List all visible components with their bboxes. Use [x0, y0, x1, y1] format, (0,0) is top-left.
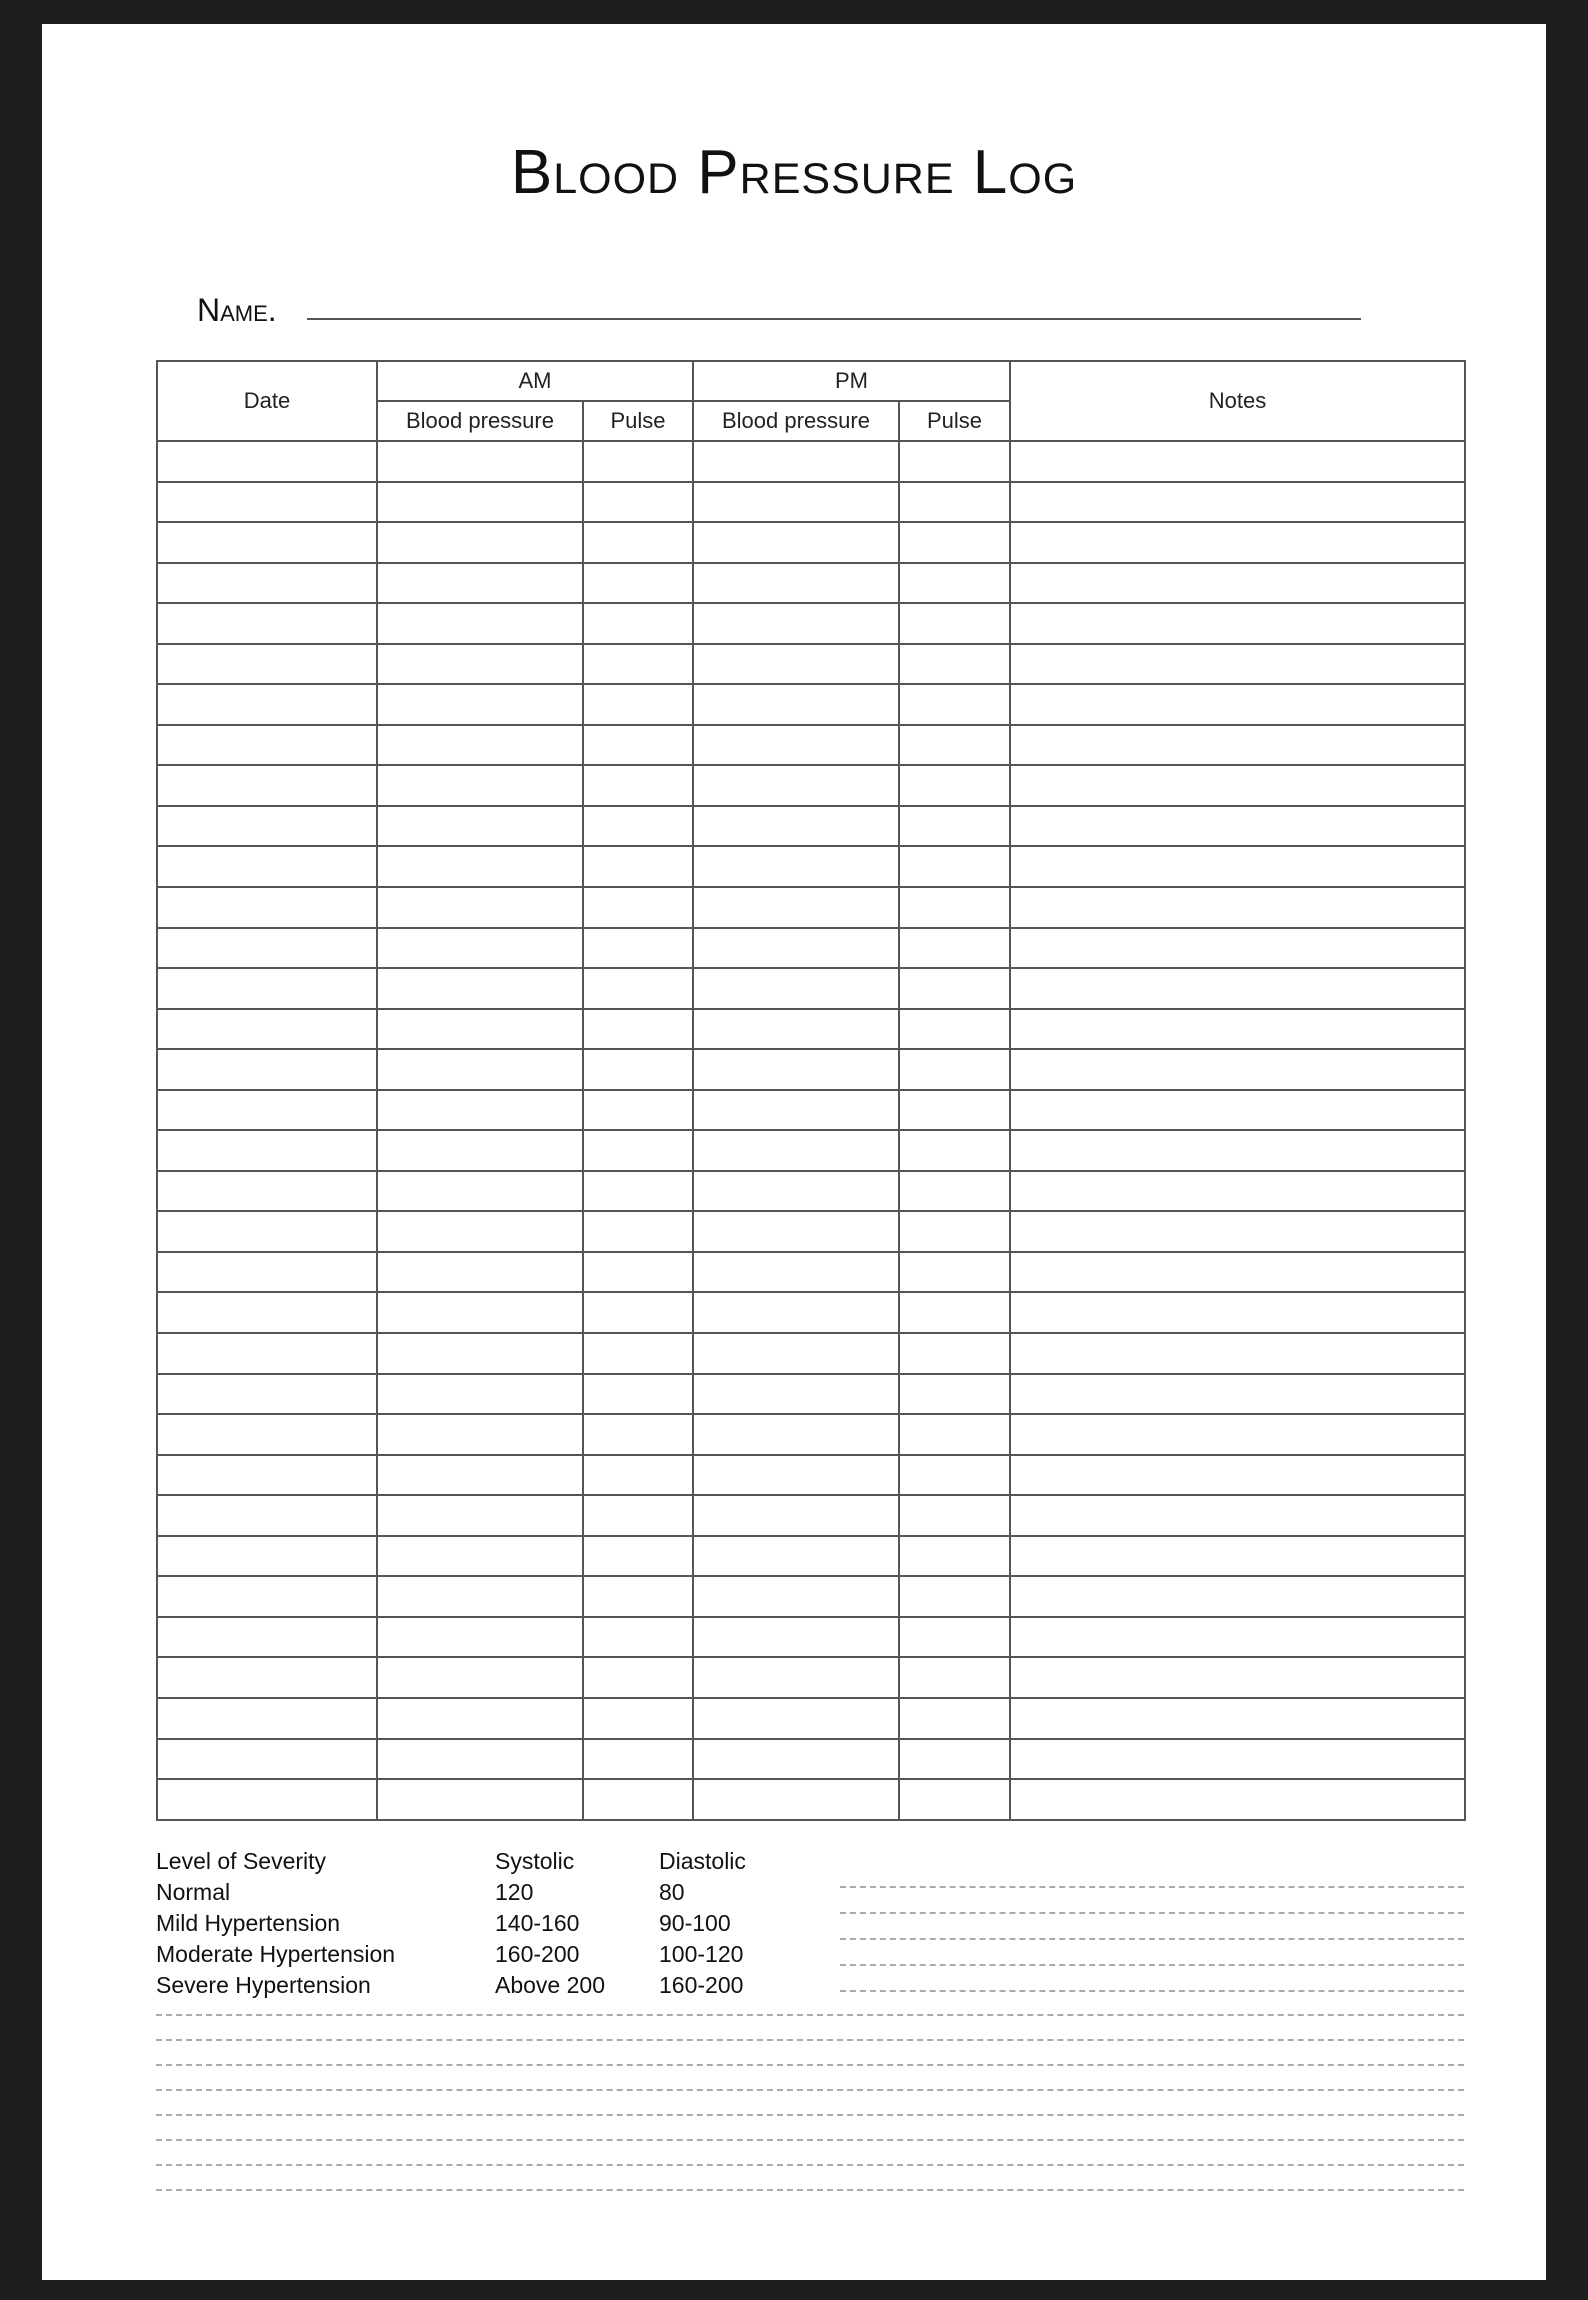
am-pulse-cell[interactable]: [583, 1576, 693, 1617]
pm-blood-pressure-cell[interactable]: [693, 765, 899, 806]
notes-cell[interactable]: [1010, 1657, 1465, 1698]
notes-cell[interactable]: [1010, 684, 1465, 725]
table-row: [157, 1414, 1465, 1455]
pm-pulse-cell[interactable]: [899, 1576, 1010, 1617]
legend-row: [156, 1970, 816, 2001]
am-pulse-cell[interactable]: [583, 482, 693, 523]
pm-blood-pressure-cell[interactable]: [693, 1130, 899, 1171]
severity-legend: [156, 1846, 816, 2001]
legend-level: Severe Hypertension: [156, 1972, 371, 1998]
am-blood-pressure-cell[interactable]: [377, 1252, 583, 1293]
legend-header-row: [156, 1846, 816, 1877]
date-cell[interactable]: [157, 1739, 377, 1780]
table-row: [157, 1495, 1465, 1536]
table-row: [157, 482, 1465, 523]
legend-level: Moderate Hypertension: [156, 1941, 396, 1967]
am-blood-pressure-cell[interactable]: [377, 765, 583, 806]
notes-cell[interactable]: [1010, 1292, 1465, 1333]
pm-pulse-cell[interactable]: [899, 1130, 1010, 1171]
notes-cell[interactable]: [1010, 563, 1465, 604]
notes-cell[interactable]: [1010, 1130, 1465, 1171]
pm-pulse-cell[interactable]: [899, 644, 1010, 685]
am-blood-pressure-cell[interactable]: [377, 1739, 583, 1780]
blood-pressure-table: [156, 360, 1466, 1821]
pm-pulse-cell[interactable]: [899, 846, 1010, 887]
name-field[interactable]: [307, 318, 1361, 320]
date-cell[interactable]: [157, 482, 377, 523]
pm-pulse-cell[interactable]: [899, 684, 1010, 725]
pm-pulse-cell[interactable]: [899, 968, 1010, 1009]
pm-blood-pressure-cell[interactable]: [693, 1171, 899, 1212]
pm-blood-pressure-cell[interactable]: [693, 1698, 899, 1739]
legend-diastolic: 160-200: [659, 1972, 744, 1998]
am-blood-pressure-cell[interactable]: [377, 1171, 583, 1212]
notes-cell[interactable]: [1010, 1617, 1465, 1658]
pm-blood-pressure-cell[interactable]: [693, 846, 899, 887]
pm-blood-pressure-cell[interactable]: [693, 644, 899, 685]
pm-pulse-cell[interactable]: [899, 928, 1010, 969]
am-blood-pressure-cell[interactable]: [377, 1495, 583, 1536]
table-row: [157, 603, 1465, 644]
notes-cell[interactable]: [1010, 1455, 1465, 1496]
am-pulse-cell[interactable]: [583, 563, 693, 604]
table-row: [157, 522, 1465, 563]
am-pulse-cell[interactable]: [583, 1495, 693, 1536]
am-pulse-cell[interactable]: [583, 1130, 693, 1171]
pm-blood-pressure-cell[interactable]: [693, 603, 899, 644]
notes-line[interactable]: [156, 2014, 1464, 2016]
pm-blood-pressure-cell[interactable]: [693, 1779, 899, 1820]
pm-blood-pressure-cell[interactable]: [693, 887, 899, 928]
table-row: [157, 441, 1465, 482]
pm-blood-pressure-cell[interactable]: [693, 1211, 899, 1252]
legend-row: [156, 1939, 816, 1970]
notes-cell[interactable]: [1010, 928, 1465, 969]
pm-pulse-cell[interactable]: [899, 1374, 1010, 1415]
am-pulse-cell[interactable]: [583, 1333, 693, 1374]
date-cell[interactable]: [157, 1171, 377, 1212]
date-cell[interactable]: [157, 887, 377, 928]
pm-pulse-cell[interactable]: [899, 1292, 1010, 1333]
table-row: [157, 1374, 1465, 1415]
pm-pulse-cell[interactable]: [899, 806, 1010, 847]
date-cell[interactable]: [157, 806, 377, 847]
am-pulse-header: Pulse: [583, 401, 693, 441]
table-row: [157, 644, 1465, 685]
date-cell[interactable]: [157, 725, 377, 766]
notes-line[interactable]: [156, 2139, 1464, 2141]
legend-systolic: 140-160: [495, 1910, 580, 1936]
date-header: Date: [157, 361, 377, 441]
pm-pulse-cell[interactable]: [899, 1657, 1010, 1698]
am-pulse-cell[interactable]: [583, 1211, 693, 1252]
am-blood-pressure-cell[interactable]: [377, 1009, 583, 1050]
table-row: [157, 1617, 1465, 1658]
pm-pulse-cell[interactable]: [899, 603, 1010, 644]
pm-pulse-cell[interactable]: [899, 1698, 1010, 1739]
notes-cell[interactable]: [1010, 968, 1465, 1009]
pm-pulse-cell[interactable]: [899, 1009, 1010, 1050]
pm-pulse-cell[interactable]: [899, 1049, 1010, 1090]
notes-line[interactable]: [840, 1964, 1464, 1966]
date-cell[interactable]: [157, 1333, 377, 1374]
date-cell[interactable]: [157, 1455, 377, 1496]
pm-blood-pressure-cell[interactable]: [693, 1536, 899, 1577]
notes-line[interactable]: [840, 1990, 1464, 1992]
am-blood-pressure-cell[interactable]: [377, 603, 583, 644]
am-blood-pressure-cell[interactable]: [377, 1698, 583, 1739]
date-cell[interactable]: [157, 765, 377, 806]
date-cell[interactable]: [157, 684, 377, 725]
page-title: Blood Pressure Log: [510, 138, 1078, 207]
am-pulse-cell[interactable]: [583, 765, 693, 806]
am-blood-pressure-header: Blood pressure: [377, 401, 583, 441]
date-cell[interactable]: [157, 1414, 377, 1455]
notes-line[interactable]: [840, 1938, 1464, 1940]
pm-pulse-cell[interactable]: [899, 765, 1010, 806]
pm-pulse-header: Pulse: [899, 401, 1010, 441]
notes-cell[interactable]: [1010, 644, 1465, 685]
date-cell[interactable]: [157, 1292, 377, 1333]
am-pulse-cell[interactable]: [583, 1374, 693, 1415]
pm-blood-pressure-cell[interactable]: [693, 1049, 899, 1090]
pm-pulse-cell[interactable]: [899, 1252, 1010, 1293]
am-blood-pressure-cell[interactable]: [377, 1090, 583, 1131]
legend-diastolic: 80: [659, 1879, 685, 1905]
table-row: [157, 684, 1465, 725]
legend-systolic: 120: [495, 1879, 534, 1905]
table-row: [157, 1090, 1465, 1131]
notes-line[interactable]: [156, 2164, 1464, 2166]
table-row: [157, 1333, 1465, 1374]
date-cell[interactable]: [157, 1576, 377, 1617]
pm-blood-pressure-cell[interactable]: [693, 1333, 899, 1374]
am-blood-pressure-cell[interactable]: [377, 644, 583, 685]
notes-header: Notes: [1010, 361, 1465, 441]
am-pulse-cell[interactable]: [583, 684, 693, 725]
am-pulse-cell[interactable]: [583, 1455, 693, 1496]
notes-cell[interactable]: [1010, 1090, 1465, 1131]
pm-blood-pressure-cell[interactable]: [693, 441, 899, 482]
am-blood-pressure-cell[interactable]: [377, 1292, 583, 1333]
notes-cell[interactable]: [1010, 1049, 1465, 1090]
pm-pulse-cell[interactable]: [899, 563, 1010, 604]
table-row: [157, 1171, 1465, 1212]
date-cell[interactable]: [157, 644, 377, 685]
am-pulse-cell[interactable]: [583, 1252, 693, 1293]
table-row: [157, 1739, 1465, 1780]
legend-header-level: Level of Severity: [156, 1848, 327, 1874]
am-blood-pressure-cell[interactable]: [377, 1130, 583, 1171]
pm-pulse-cell[interactable]: [899, 1779, 1010, 1820]
pm-blood-pressure-cell[interactable]: [693, 1495, 899, 1536]
notes-cell[interactable]: [1010, 806, 1465, 847]
am-pulse-cell[interactable]: [583, 1414, 693, 1455]
table-row: [157, 1292, 1465, 1333]
table-row: [157, 1536, 1465, 1577]
pm-pulse-cell[interactable]: [899, 1495, 1010, 1536]
am-blood-pressure-cell[interactable]: [377, 441, 583, 482]
pm-pulse-cell[interactable]: [899, 1171, 1010, 1212]
notes-cell[interactable]: [1010, 1009, 1465, 1050]
date-cell[interactable]: [157, 1495, 377, 1536]
table-row: [157, 725, 1465, 766]
pm-blood-pressure-cell[interactable]: [693, 1576, 899, 1617]
legend-level: Normal: [156, 1879, 231, 1905]
am-pulse-cell[interactable]: [583, 644, 693, 685]
am-pulse-cell[interactable]: [583, 846, 693, 887]
log-body: [157, 441, 1465, 1820]
table-row: [157, 928, 1465, 969]
notes-line[interactable]: [840, 1886, 1464, 1888]
legend-systolic: Above 200: [495, 1972, 605, 1998]
pm-pulse-cell[interactable]: [899, 441, 1010, 482]
date-cell[interactable]: [157, 1698, 377, 1739]
table-row: [157, 846, 1465, 887]
table-row: [157, 1130, 1465, 1171]
notes-cell[interactable]: [1010, 1374, 1465, 1415]
notes-cell[interactable]: [1010, 846, 1465, 887]
pm-blood-pressure-cell[interactable]: [693, 1617, 899, 1658]
date-cell[interactable]: [157, 1536, 377, 1577]
legend-diastolic: 100-120: [659, 1941, 744, 1967]
pm-blood-pressure-cell[interactable]: [693, 1009, 899, 1050]
am-pulse-cell[interactable]: [583, 1171, 693, 1212]
am-blood-pressure-cell[interactable]: [377, 684, 583, 725]
am-pulse-cell[interactable]: [583, 603, 693, 644]
am-blood-pressure-cell[interactable]: [377, 563, 583, 604]
date-cell[interactable]: [157, 563, 377, 604]
pm-blood-pressure-cell[interactable]: [693, 968, 899, 1009]
pm-pulse-cell[interactable]: [899, 725, 1010, 766]
am-pulse-cell[interactable]: [583, 806, 693, 847]
am-blood-pressure-cell[interactable]: [377, 806, 583, 847]
pm-blood-pressure-cell[interactable]: [693, 1657, 899, 1698]
date-cell[interactable]: [157, 928, 377, 969]
date-cell[interactable]: [157, 846, 377, 887]
am-pulse-cell[interactable]: [583, 1657, 693, 1698]
pm-blood-pressure-cell[interactable]: [693, 1414, 899, 1455]
pm-pulse-cell[interactable]: [899, 1617, 1010, 1658]
pm-blood-pressure-cell[interactable]: [693, 928, 899, 969]
notes-line[interactable]: [156, 2189, 1464, 2191]
pm-blood-pressure-cell[interactable]: [693, 522, 899, 563]
am-blood-pressure-cell[interactable]: [377, 1414, 583, 1455]
am-pulse-cell[interactable]: [583, 1698, 693, 1739]
table-row: [157, 765, 1465, 806]
am-pulse-cell[interactable]: [583, 928, 693, 969]
am-pulse-cell[interactable]: [583, 968, 693, 1009]
table-row: [157, 1009, 1465, 1050]
pm-pulse-cell[interactable]: [899, 522, 1010, 563]
pm-blood-pressure-cell[interactable]: [693, 806, 899, 847]
am-blood-pressure-cell[interactable]: [377, 846, 583, 887]
am-blood-pressure-cell[interactable]: [377, 1049, 583, 1090]
am-blood-pressure-cell[interactable]: [377, 1455, 583, 1496]
notes-cell[interactable]: [1010, 441, 1465, 482]
date-cell[interactable]: [157, 968, 377, 1009]
am-pulse-cell[interactable]: [583, 1292, 693, 1333]
am-pulse-cell[interactable]: [583, 1536, 693, 1577]
date-cell[interactable]: [157, 522, 377, 563]
pm-blood-pressure-cell[interactable]: [693, 1252, 899, 1293]
notes-cell[interactable]: [1010, 1536, 1465, 1577]
notes-cell[interactable]: [1010, 1698, 1465, 1739]
date-cell[interactable]: [157, 603, 377, 644]
am-blood-pressure-cell[interactable]: [377, 1536, 583, 1577]
date-cell[interactable]: [157, 1657, 377, 1698]
legend-row: [156, 1877, 816, 1908]
pm-blood-pressure-cell[interactable]: [693, 1455, 899, 1496]
notes-cell[interactable]: [1010, 603, 1465, 644]
table-row: [157, 1698, 1465, 1739]
pm-pulse-cell[interactable]: [899, 1090, 1010, 1131]
notes-cell[interactable]: [1010, 765, 1465, 806]
am-blood-pressure-cell[interactable]: [377, 482, 583, 523]
table-row: [157, 563, 1465, 604]
pm-blood-pressure-header: Blood pressure: [693, 401, 899, 441]
date-cell[interactable]: [157, 1211, 377, 1252]
notes-cell[interactable]: [1010, 1495, 1465, 1536]
pm-pulse-cell[interactable]: [899, 887, 1010, 928]
notes-cell[interactable]: [1010, 482, 1465, 523]
pm-pulse-cell[interactable]: [899, 1455, 1010, 1496]
table-row: [157, 1576, 1465, 1617]
date-cell[interactable]: [157, 1252, 377, 1293]
am-blood-pressure-cell[interactable]: [377, 887, 583, 928]
am-blood-pressure-cell[interactable]: [377, 725, 583, 766]
legend-systolic: 160-200: [495, 1941, 580, 1967]
pm-pulse-cell[interactable]: [899, 1333, 1010, 1374]
notes-line[interactable]: [840, 1912, 1464, 1914]
date-cell[interactable]: [157, 1049, 377, 1090]
am-blood-pressure-cell[interactable]: [377, 1576, 583, 1617]
pm-blood-pressure-cell[interactable]: [693, 1374, 899, 1415]
date-cell[interactable]: [157, 1090, 377, 1131]
am-pulse-cell[interactable]: [583, 725, 693, 766]
pm-pulse-cell[interactable]: [899, 1739, 1010, 1780]
table-row: [157, 1455, 1465, 1496]
table-row: [157, 1049, 1465, 1090]
notes-cell[interactable]: [1010, 522, 1465, 563]
am-blood-pressure-cell[interactable]: [377, 1211, 583, 1252]
am-pulse-cell[interactable]: [583, 1739, 693, 1780]
date-cell[interactable]: [157, 1617, 377, 1658]
date-cell[interactable]: [157, 1130, 377, 1171]
am-blood-pressure-cell[interactable]: [377, 522, 583, 563]
am-pulse-cell[interactable]: [583, 1090, 693, 1131]
legend-row: [156, 1908, 816, 1939]
table-row: [157, 1252, 1465, 1293]
legend-level: Mild Hypertension: [156, 1910, 341, 1936]
date-cell[interactable]: [157, 1374, 377, 1415]
legend-header-diastolic: Diastolic: [659, 1848, 746, 1874]
am-pulse-cell[interactable]: [583, 1779, 693, 1820]
name-row: [197, 288, 1407, 328]
log-sheet: [42, 24, 1546, 2280]
am-pulse-cell[interactable]: [583, 522, 693, 563]
date-cell[interactable]: [157, 1779, 377, 1820]
notes-cell[interactable]: [1010, 1211, 1465, 1252]
pm-blood-pressure-cell[interactable]: [693, 482, 899, 523]
table-row: [157, 1779, 1465, 1820]
pm-blood-pressure-cell[interactable]: [693, 684, 899, 725]
notes-line[interactable]: [156, 2039, 1464, 2041]
am-pulse-cell[interactable]: [583, 1049, 693, 1090]
pm-pulse-cell[interactable]: [899, 1536, 1010, 1577]
date-cell[interactable]: [157, 1009, 377, 1050]
pm-header: PM: [693, 361, 1010, 401]
notes-cell[interactable]: [1010, 1739, 1465, 1780]
am-pulse-cell[interactable]: [583, 887, 693, 928]
table-row: [157, 1211, 1465, 1252]
notes-cell[interactable]: [1010, 887, 1465, 928]
am-pulse-cell[interactable]: [583, 441, 693, 482]
pm-blood-pressure-cell[interactable]: [693, 1090, 899, 1131]
notes-cell[interactable]: [1010, 1333, 1465, 1374]
am-blood-pressure-cell[interactable]: [377, 1617, 583, 1658]
table-row: [157, 887, 1465, 928]
am-pulse-cell[interactable]: [583, 1617, 693, 1658]
pm-blood-pressure-cell[interactable]: [693, 1739, 899, 1780]
notes-cell[interactable]: [1010, 1171, 1465, 1212]
am-header: AM: [377, 361, 693, 401]
legend-diastolic: 90-100: [659, 1910, 731, 1936]
am-blood-pressure-cell[interactable]: [377, 1374, 583, 1415]
notes-cell[interactable]: [1010, 725, 1465, 766]
am-blood-pressure-cell[interactable]: [377, 928, 583, 969]
legend-header-systolic: Systolic: [495, 1848, 575, 1874]
am-blood-pressure-cell[interactable]: [377, 1779, 583, 1820]
notes-line[interactable]: [156, 2064, 1464, 2066]
pm-blood-pressure-cell[interactable]: [693, 563, 899, 604]
am-blood-pressure-cell[interactable]: [377, 1657, 583, 1698]
am-blood-pressure-cell[interactable]: [377, 1333, 583, 1374]
notes-cell[interactable]: [1010, 1414, 1465, 1455]
notes-cell[interactable]: [1010, 1252, 1465, 1293]
pm-pulse-cell[interactable]: [899, 1414, 1010, 1455]
pm-pulse-cell[interactable]: [899, 482, 1010, 523]
table-row: [157, 968, 1465, 1009]
pm-blood-pressure-cell[interactable]: [693, 1292, 899, 1333]
notes-cell[interactable]: [1010, 1576, 1465, 1617]
notes-cell[interactable]: [1010, 1779, 1465, 1820]
notes-line[interactable]: [156, 2089, 1464, 2091]
date-cell[interactable]: [157, 441, 377, 482]
notes-line[interactable]: [156, 2114, 1464, 2116]
pm-blood-pressure-cell[interactable]: [693, 725, 899, 766]
pm-pulse-cell[interactable]: [899, 1211, 1010, 1252]
table-row: [157, 806, 1465, 847]
name-label: Name.: [197, 292, 277, 328]
table-row: [157, 1657, 1465, 1698]
am-blood-pressure-cell[interactable]: [377, 968, 583, 1009]
am-pulse-cell[interactable]: [583, 1009, 693, 1050]
